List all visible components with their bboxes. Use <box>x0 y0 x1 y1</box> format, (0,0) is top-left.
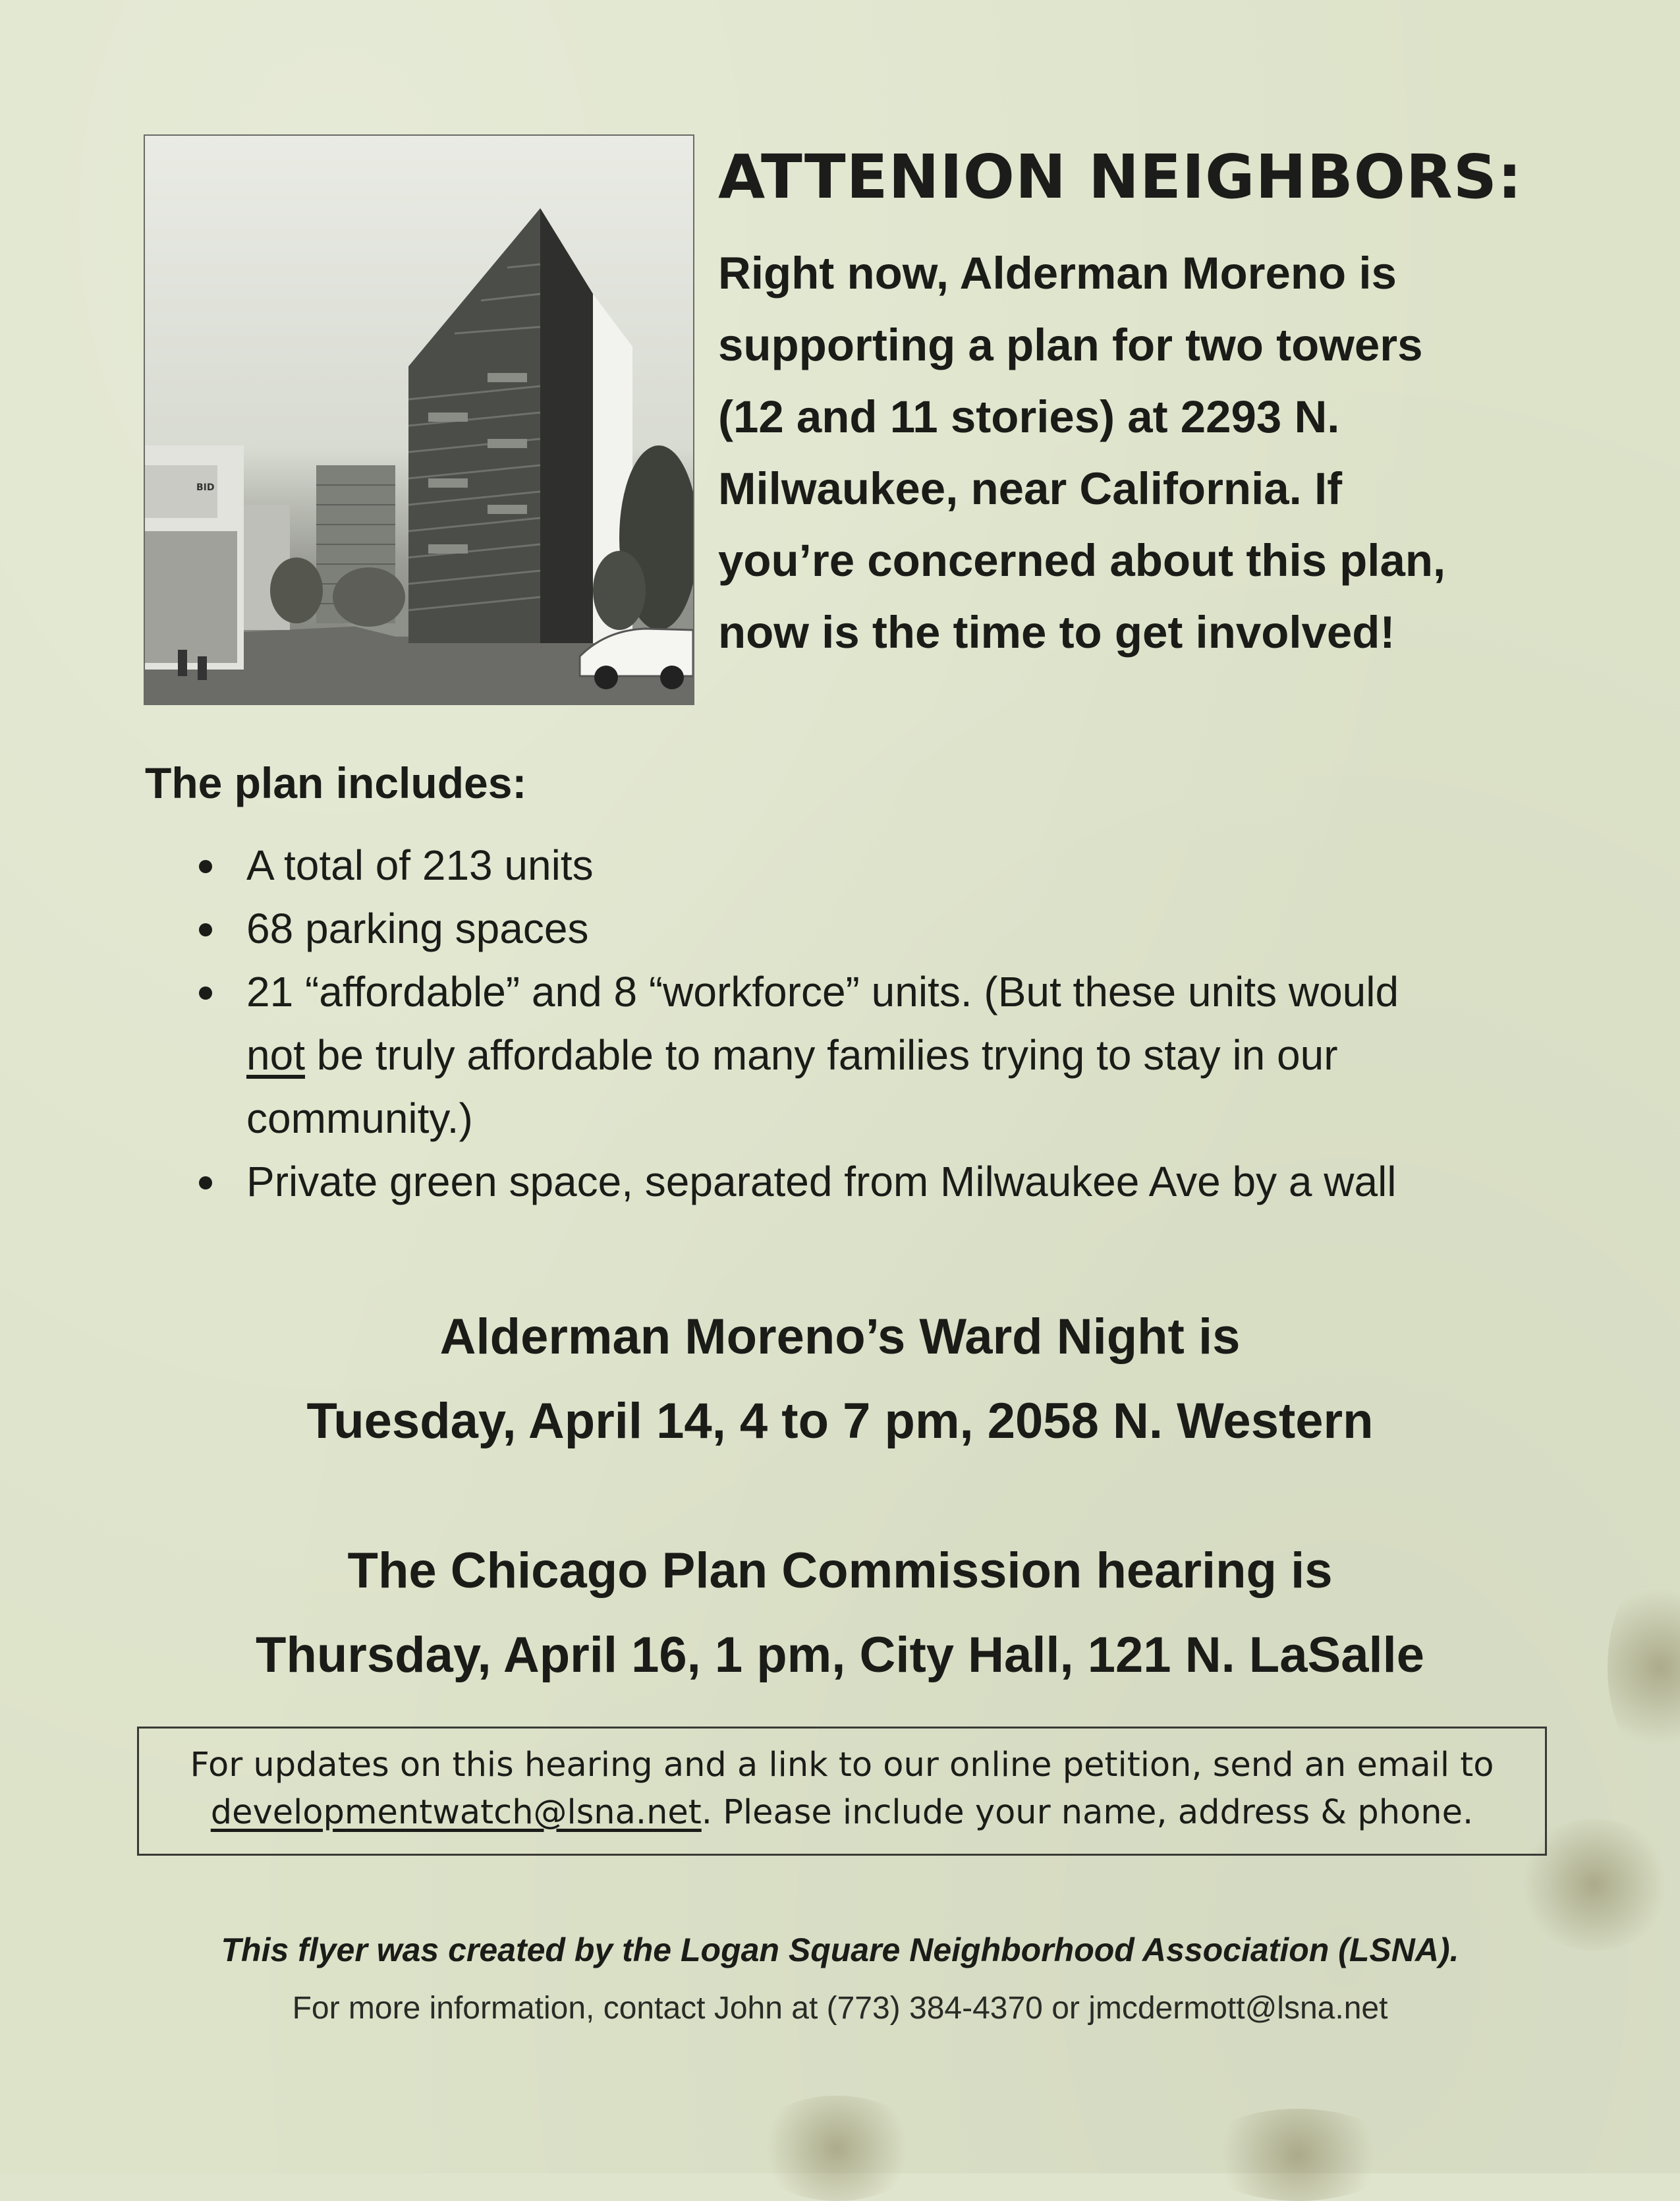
building-rendering-image <box>144 134 694 705</box>
ward-night-details: Tuesday, April 14, 4 to 7 pm, 2058 N. Western <box>306 1393 1374 1449</box>
plan-list <box>191 834 1509 1213</box>
list-item <box>191 834 1509 897</box>
plan-heading: The plan includes: <box>145 758 527 807</box>
stain-mark <box>1199 2109 1397 2201</box>
bullet-icon <box>199 986 212 1000</box>
intro-line: now is the time to get involved! <box>718 607 1395 658</box>
tree <box>593 551 646 630</box>
bullet-icon <box>199 860 212 873</box>
list-item-text-continued: community.) <box>246 1095 473 1142</box>
tree <box>333 567 405 627</box>
bullet-icon <box>199 923 212 936</box>
main-tower-side <box>540 208 593 643</box>
flyer-credit: This flyer was created by the Logan Square Neighborhood Association (LSNA). <box>221 1931 1459 1968</box>
stain-mark <box>751 2096 922 2201</box>
list-item <box>191 960 1509 1150</box>
pedestrian <box>198 656 207 680</box>
contact-info: For more information, contact John at (773) 384-4370 or jmcdermott@lsna.net <box>292 1991 1388 2026</box>
intro-line: (12 and 11 stories) at 2293 N. <box>718 391 1340 442</box>
intro-line: you’re concerned about this plan, <box>718 535 1446 586</box>
list-item-text: Private green space, separated from Milwaukee Ave by a wall <box>246 1158 1397 1205</box>
car-wheel <box>660 666 684 689</box>
list-item-text-rest: be truly affordable to many families trying to stay in our <box>304 1031 1338 1079</box>
flyer-title: ATTENION NEIGHBORS: <box>718 142 1523 212</box>
intro-line: Right now, Alderman Moreno is <box>718 248 1397 299</box>
car-wheel <box>594 666 618 689</box>
tree <box>270 557 323 623</box>
email-link[interactable]: developmentwatch@lsna.net <box>210 1793 702 1832</box>
updates-info-box <box>137 1727 1547 1856</box>
underlined-word: not <box>246 1031 305 1079</box>
list-item <box>191 897 1509 960</box>
intro-paragraph <box>718 237 1627 668</box>
info-line <box>139 1789 1545 1837</box>
storefront-sign-text: BID <box>196 482 215 493</box>
hearing-heading: The Chicago Plan Commission hearing is <box>347 1543 1333 1599</box>
ward-night-heading: Alderman Moreno’s Ward Night is <box>439 1309 1241 1365</box>
info-line: For updates on this hearing and a link to our online petition, send an email to <box>190 1746 1494 1785</box>
list-item-text: A total of 213 units <box>246 842 594 889</box>
pedestrian <box>178 650 187 676</box>
storefront-window <box>145 531 237 663</box>
hearing-details: Thursday, April 16, 1 pm, City Hall, 121 N. LaSalle <box>256 1627 1424 1683</box>
intro-line: Milwaukee, near California. If <box>718 463 1343 514</box>
intro-line: supporting a plan for two towers <box>718 320 1423 370</box>
list-item <box>191 1150 1509 1213</box>
building-illustration <box>145 136 693 704</box>
list-item-text: 68 parking spaces <box>246 905 589 952</box>
info-line-rest: . Please include your name, address & phone. <box>701 1793 1474 1832</box>
list-item-text: 21 “affordable” and 8 “workforce” units. (But these units would <box>246 968 1399 1015</box>
bullet-icon <box>199 1176 212 1189</box>
list-item-text-continued <box>246 1023 1509 1087</box>
